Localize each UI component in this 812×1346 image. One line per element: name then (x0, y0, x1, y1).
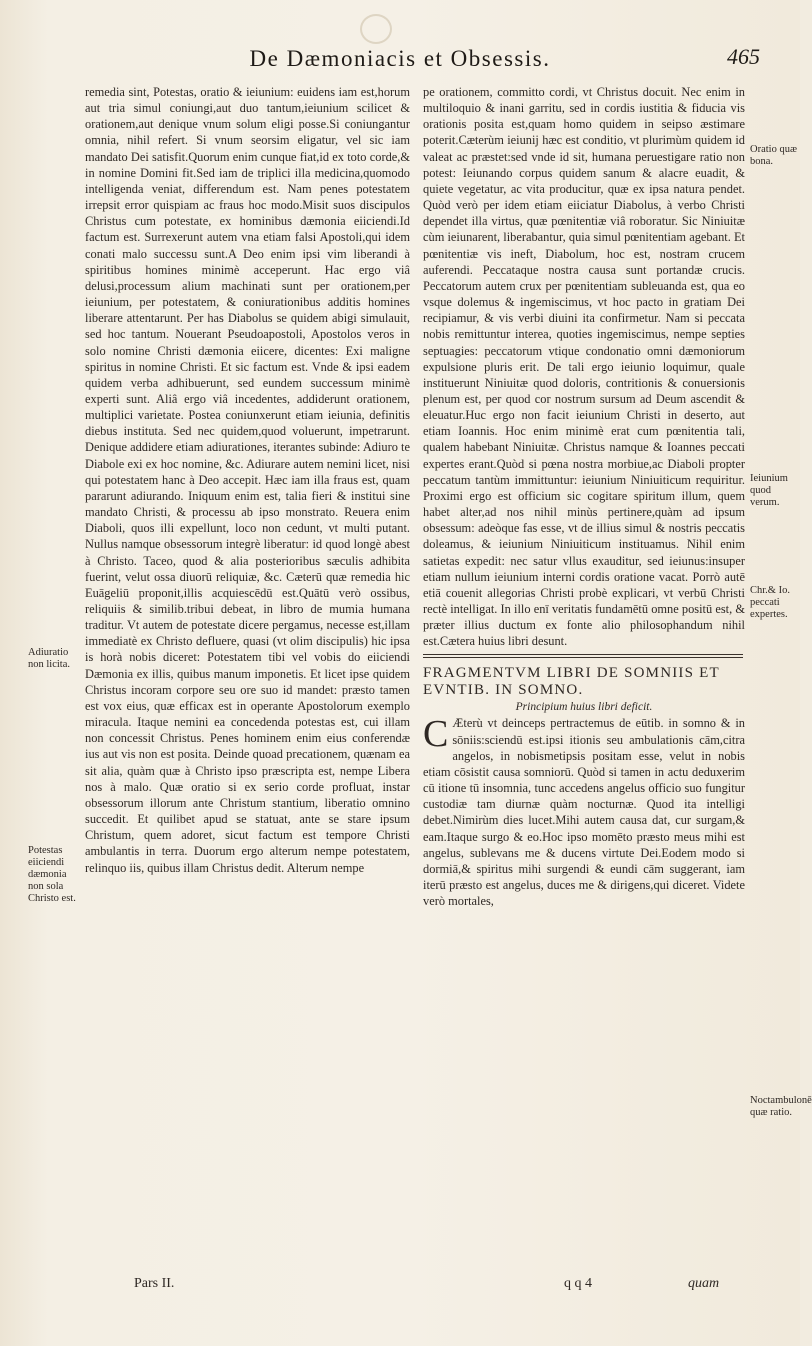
left-column-text: remedia sint, Potestas, oratio & ieiunium: euidens iam est,horum aut tria simul coniungi,aut duo tantum,ieiunium scilicet & orationem,aut denique vnum solum eligi posse.Si coniungantur omnia, nihil refert. Si vnum seorsim eligatur, vel sic iam mandato Dei satisfit.Quorum enim cunque fiat,id ex toto corde,& in nomine Domini fit.Sed iam de triplici illa medicina,quomodo intelligenda veniat, differendum est. Nam penes potestatem irrepsit error quispiam ac fraus hoc modo.Misit suos discipulos Christus cum potestate, ex hominibus dæmonia eiiciendi.Id factum est. Surrexerunt autem vna etiam falsi Apostoli,qui idem conati malo successu sunt.A Deo enim ipsi vim liberandi à spiritibus homines minimè acceperunt. Hac ergo viâ delusi,processum alium machinati sunt per orationem,per ieiunium, per potestatem, & coniurationibus additis homines liberare attentarunt. Per has Diabolus se quidem abigi simulauit, sed hoc tantum. Nouerant Pseudoapostoli, Apostolos veros in solo nomine Christi dæmonia eiicere, dicentes: Exi maligne spiritus in nomine Christi. Et sic factum est. Vnde & ipsi eadem quidem verba adhibuerunt, sed eundem successum minimè experti sunt. Aliâ ergo viâ incedentes, addiderunt orationem, multiplici varietate. Postea coniunxerunt etiam ieiunia, definitis diebus instituta. Sed nec quidem,quod voluerunt, impetrarunt. Denique addidere etiam adiurationes, iterantes subinde: Adiuro te Diabole exi ex hoc nomine, &c. Adiurare autem nemini licet, nisi qui potestatem hanc à Deo accepit. Hæc iam illa fraus est, quam pararunt adiurando. Iniquum enim est, talia fieri & institui sine mandato Christi, & processu ab ipso monstrato. Reuera enim Diaboli, quos illi expellunt, loco non cedunt, vt multi putant. Nullus namque obsessorum integrè liberatur: id quod longè abest à Christo. Taceo, quod & alia posterioribus sæculis adhibita fuerint, velut ossa diuorū reliquiæ, &c. Cæterū quæ remedia hic Euāgeliū proponit,illis acquiescēdū est.Quātū verò ossibus, reliquiis & similib.tribui debeat, in libro de mumia humana traditur. Vt autem de potestate dicere pergamus, necesse est,illam immediatè ex Christo defluere, quasi (vt olim discipulis) hic ipsa is horà nobis diceret: Potestatem tibi vel vobis do eiiciendi Dæmonia ex illis, quibus manum imponetis. Et licet ipse quidem Christus incoram corpore seu ore suo id mandet: præsto tamen est vox eius, quæ efficax est in operante Apostolorum exemplo miracula. Itaque nemini ea concedenda potestas est, cui illam non concessit Christus. Penes hominem enim eius conferendæ ius aut vis non est posita. Deinde quoad precationem, quænam ea sit alia, quàm quæ à Christo ipso præscripta est, nempe Libera nos à malo. Quæ oratio si ex serio corde profluat, instar obsessorum illorum ante Christum stantium, liberatio omnino succedit. Et quilibet apud se statuat, ante se stare ipsum Christum, quem adoret, sicut factum est tempore Christi ambulantis in terra. Duorum ergo alterum nempe potestatem, relinquo iis, quibus illam Christus dedit. Alterum nempe (85, 85, 410, 875)
margin-note-ieiunium: Ieiunium quod verum. (750, 473, 788, 508)
fragment-note: Principium huius libri deficit. (515, 701, 653, 714)
margin-note-potestas: Potestas eiiciendi dæmonia non sola Christo est. (28, 845, 76, 904)
catchword: quam (688, 1276, 720, 1291)
running-title: De Dæmoniacis et Obsessis. (249, 46, 551, 71)
margin-note-christus: Chr.& Io. peccati expertes. (750, 585, 790, 620)
ink-stain (360, 14, 392, 44)
page-header (90, 46, 760, 86)
margin-note-noctambulo: Noctambulonē quæ ratio. (750, 1095, 812, 1118)
margin-note-oratio: Oratio quæ bona. (750, 144, 797, 167)
left-column (85, 84, 410, 1274)
fragment-body: Æterù vt deinceps pertractemus de eūtib. in somno & in sōniis:sciendū est.ipsi itionis seu ambulationis cām,citra angelos, in nobismetipsis positam esse, velut in nobis etiam cōsistit causa somniorū. Quòd si tamen in actu deduxerim cū itione tū insomnia, tunc accedens angelus officio suo fungitur custodiæ tam diurnæ quàm nocturnæ. Quod ita intelligi debet.Nimirùm dies lucet.Mihi autem causa dat, cur surgam,& eam.Itaque surgo & eo.Hoc ipso momēto præsto meus mihi est angelus, sublevans me & ducens virtute Dei.Eodem modo si dormiā,& spiritus mihi surgendi & eundi cām suggerant, iam iterū præsto est angelus, duces me & dirigens,qui diceret. Videte verò mortales, (423, 716, 745, 909)
signature-mark: q q 4 (564, 1276, 592, 1291)
margin-note-adiuratio: Adiuratio non licita. (28, 647, 70, 670)
volume-mark: Pars II. (134, 1276, 175, 1291)
right-column (423, 84, 745, 1274)
page-number: 465 (727, 44, 760, 69)
fragment-title: FRAGMENTVM LIBRI DE SOMNIIS ET EVNTIB. IN SOMNO. (423, 665, 720, 699)
right-column-text: pe orationem, committo cordi, vt Christus docuit. Nec enim in multiloquio & inani garritu, sed in cordis iustitia & fiducia vis orationis posita est,quam homo quidem in seipso æstimare poterit.Cæterùm ieiunij hæc est conditio, vt plurimùm quidem id valeat ac præstet:sed vnde id sit, humana peruestigare ratio non potest: Ieiunando corpus quidem sanum & alacre euadit, & quiete vegetatur, ac vita producitur, quæ ex ipsa natura pendet. Quòd verò per idem etiam eiiciatur Diabolus, à verbo Christi dependet illa virtus, quæ pœnitentiæ viâ roboratur. Sic Niniuitæ cùm ieiunarent, liberabantur, quia simul pœnitentiam agebant. Et pœnitentiæ vis ineft, Diabolum, hoc est, nostram crucem auferendi. Peccataque nostra causa sunt portandæ crucis. Peccatorum autem crux per pœnitentiam subleuanda est, qua eo vsque dolemus & ingemiscimus, vt hoc pacto in gratiam Dei recipiamur, & vis verbi diuini ita confirmetur. Nam si peccata nobis remittuntur interea, quoties ingemiscimus, nempe septies septuagies: peccatorum vtique condonatio omni dæmoniorum expulsione pluris erit. De tali ergo ieiunio loquimur, quale instituerunt Niniuitæ quod doloris, contritionis & conuersionis plenum est, per quod cor nostrum sursum ad Deum ascendit & eleuatur.Huc ergo non facit ieiunium Christi in deserto, aut etiam Ioannis. Hoc enim minimè erat cum pœnitentia tali, qualem habebant Niniuitæ. Christus namque & Ioannes peccati expertes erant.Quòd si pœna nostra morbiue,ac Diaboli propter peccatum tantùm immittuntur: ieiunium Niniuiticum requiritur. Proximi ergo est officium sic cogitare spiritum illum, quem habet alter,ad nos nihil minùs pertinere,quàm ad ipsum obsessum: adeòque fas esse, vt de illius simul & nostris peccatis doleamus, & ieiunium Niniuiticum instituamus. Nihil enim satietas expedit: nec satur vllus exauditur, sed ieiunus:insuper etiam nullum ieiunium interni cordis oratione vacat. Porrò autē etiā couenit allegorias Christi probè explicari, vt verbū Christi rectè intelligat. In illo enī veritatis fundamētū omne positū est, & præter illius ductum ex fonte alio philosophandum nihil est.Cætera huius libri desunt. (423, 85, 745, 649)
drop-cap: C (423, 713, 449, 756)
section-divider (423, 654, 743, 658)
fragment-text (423, 715, 745, 909)
